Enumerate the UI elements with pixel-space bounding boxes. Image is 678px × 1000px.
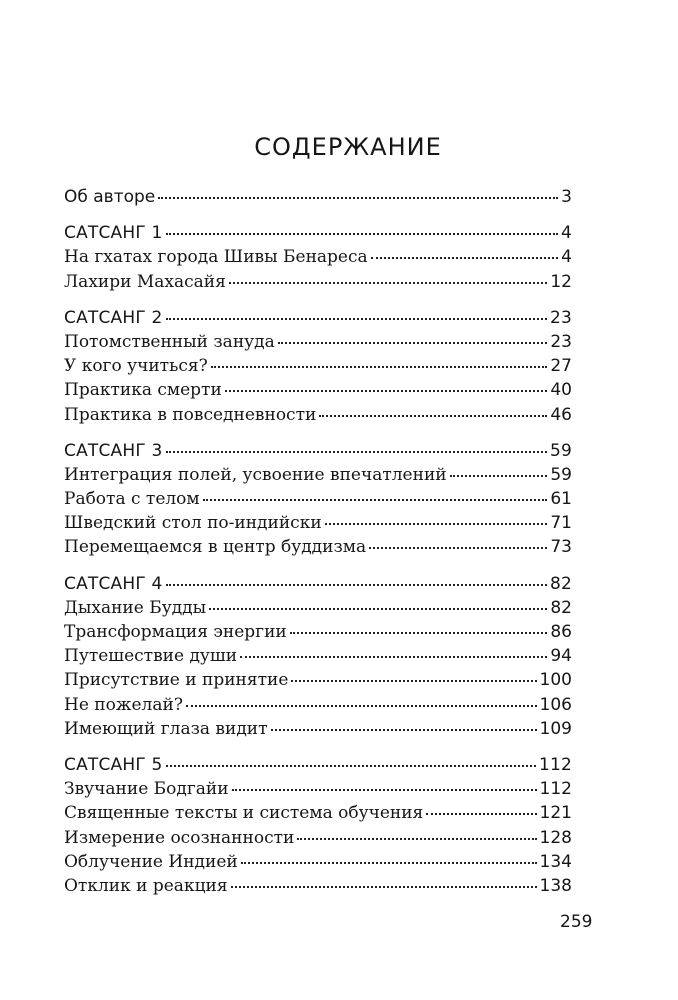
dot-leader [271, 728, 537, 731]
toc-entry [64, 185, 572, 209]
page-number: 259 [560, 912, 593, 932]
toc-entry-label: Потомственный зануда [64, 331, 275, 352]
toc-entry-page: 59 [549, 440, 572, 461]
dot-leader [203, 498, 548, 501]
dot-leader [325, 522, 548, 525]
toc-entry [64, 535, 572, 559]
toc-entry-label: САТСАНГ 2 [64, 307, 163, 328]
toc-entry-page: 138 [539, 875, 572, 896]
toc-entry-page: 94 [550, 646, 572, 667]
toc-entry-page: 82 [549, 573, 572, 594]
dot-leader [290, 631, 548, 634]
toc-entry-page: 82 [550, 597, 572, 618]
dot-leader [426, 812, 536, 815]
toc-entry-page: 12 [550, 271, 572, 292]
toc-entry-label: САТСАНГ 1 [64, 223, 163, 244]
toc-entry [64, 874, 572, 898]
toc-entry-label: Присутствие и принятие [64, 670, 289, 691]
toc-entry-label: Отклик и реакция [64, 875, 228, 896]
toc-entry-page: 40 [550, 380, 572, 401]
toc-entry-page: 128 [539, 827, 572, 848]
toc-entry [64, 463, 572, 487]
toc-entry [64, 330, 572, 354]
toc-entry [64, 717, 572, 741]
toc-entry-page: 71 [550, 513, 572, 534]
dot-leader [291, 679, 536, 682]
dot-leader [186, 704, 537, 707]
toc-entry [64, 850, 572, 874]
table-of-contents [64, 185, 572, 898]
toc-entry-page: 59 [550, 464, 572, 485]
toc-entry-page: 4 [560, 223, 572, 244]
dot-leader [232, 788, 537, 791]
toc-entry-page: 121 [539, 803, 572, 824]
toc-entry-label: САТСАНГ 4 [64, 573, 163, 594]
toc-entry-page: 61 [550, 489, 572, 510]
toc-entry-label: Облучение Индией [64, 851, 238, 872]
toc-entry-label: Звучание Бодгайи [64, 779, 229, 800]
toc-entry [64, 777, 572, 801]
toc-entry-page: 23 [549, 307, 572, 328]
toc-entry [64, 693, 572, 717]
toc-section-heading [64, 221, 572, 245]
toc-entry [64, 644, 572, 668]
dot-leader [211, 365, 548, 368]
toc-entry [64, 487, 572, 511]
toc-entry-label: Измерение осознанности [64, 827, 295, 848]
toc-entry-label: Трансформация энергии [64, 622, 287, 642]
dot-leader [166, 317, 547, 320]
toc-entry [64, 801, 572, 825]
toc-entry [64, 270, 572, 294]
toc-entry-page: 112 [538, 754, 572, 775]
toc-entry [64, 245, 572, 269]
toc-entry [64, 668, 572, 692]
dot-leader [297, 837, 536, 840]
toc-entry-label: На гхатах города Шивы Бенареса [64, 247, 368, 268]
toc-section-heading [64, 439, 572, 463]
dot-leader [241, 861, 537, 864]
toc-entry [64, 378, 572, 402]
toc-entry-label: У кого учиться? [64, 356, 208, 377]
toc-entry-page: 46 [550, 404, 572, 425]
dot-leader [319, 414, 547, 417]
toc-entry-label: Путешествие души [64, 646, 238, 667]
dot-leader [225, 389, 548, 392]
toc-entry-label: Перемещаемся в центр буддизма [64, 537, 367, 558]
toc-entry-label: Имеющий глаза видит [64, 718, 268, 739]
toc-entry [64, 511, 572, 535]
toc-entry [64, 403, 572, 427]
toc-entry-page: 27 [550, 356, 572, 377]
toc-entry-label: Священные тексты и система обучения [64, 803, 424, 824]
toc-entry [64, 620, 572, 644]
toc-entry-page: 3 [561, 187, 572, 207]
dot-leader [229, 281, 548, 284]
toc-entry-page: 4 [561, 247, 572, 268]
toc-entry-page: 112 [539, 779, 572, 800]
toc-entry-label: Не пожелай? [64, 694, 183, 715]
dot-leader [278, 341, 548, 344]
toc-entry-page: 106 [539, 694, 572, 715]
dot-leader [166, 232, 558, 235]
toc-entry-label: Практика смерти [64, 380, 222, 401]
toc-entry [64, 354, 572, 378]
dot-leader [209, 607, 547, 610]
toc-entry-page: 86 [550, 622, 572, 642]
toc-section-heading [64, 753, 572, 777]
toc-section-heading [64, 572, 572, 596]
dot-leader [369, 546, 547, 549]
toc-entry-page: 23 [550, 331, 572, 352]
toc-entry-page: 134 [539, 851, 572, 872]
toc-entry-page: 109 [539, 718, 572, 739]
toc-entry-page: 100 [539, 670, 572, 691]
dot-leader [166, 450, 547, 453]
toc-entry [64, 596, 572, 620]
dot-leader [166, 764, 536, 767]
toc-entry-label: САТСАНГ 3 [64, 440, 163, 461]
dot-leader [166, 583, 547, 586]
toc-entry-label: Работа с телом [64, 489, 200, 510]
dot-leader [158, 196, 558, 199]
toc-entry-label: Шведский стол по-индийски [64, 513, 322, 534]
toc-entry-label: Интеграция полей, усвоение впечатлений [64, 464, 447, 485]
toc-entry-label: Дыхание Будды [64, 597, 207, 618]
toc-entry [64, 826, 572, 850]
toc-section-heading [64, 306, 572, 330]
page-title: СОДЕРЖАНИЕ [254, 133, 442, 161]
dot-leader [450, 474, 548, 477]
toc-entry-label: САТСАНГ 5 [64, 754, 163, 775]
toc-entry-label: Об авторе [64, 187, 156, 207]
toc-entry-page: 73 [550, 537, 572, 558]
dot-leader [240, 655, 547, 658]
toc-entry-label: Практика в повседневности [64, 404, 317, 425]
toc-entry-label: Лахири Махасайя [64, 271, 226, 292]
dot-leader [231, 885, 537, 888]
dot-leader [371, 256, 559, 259]
